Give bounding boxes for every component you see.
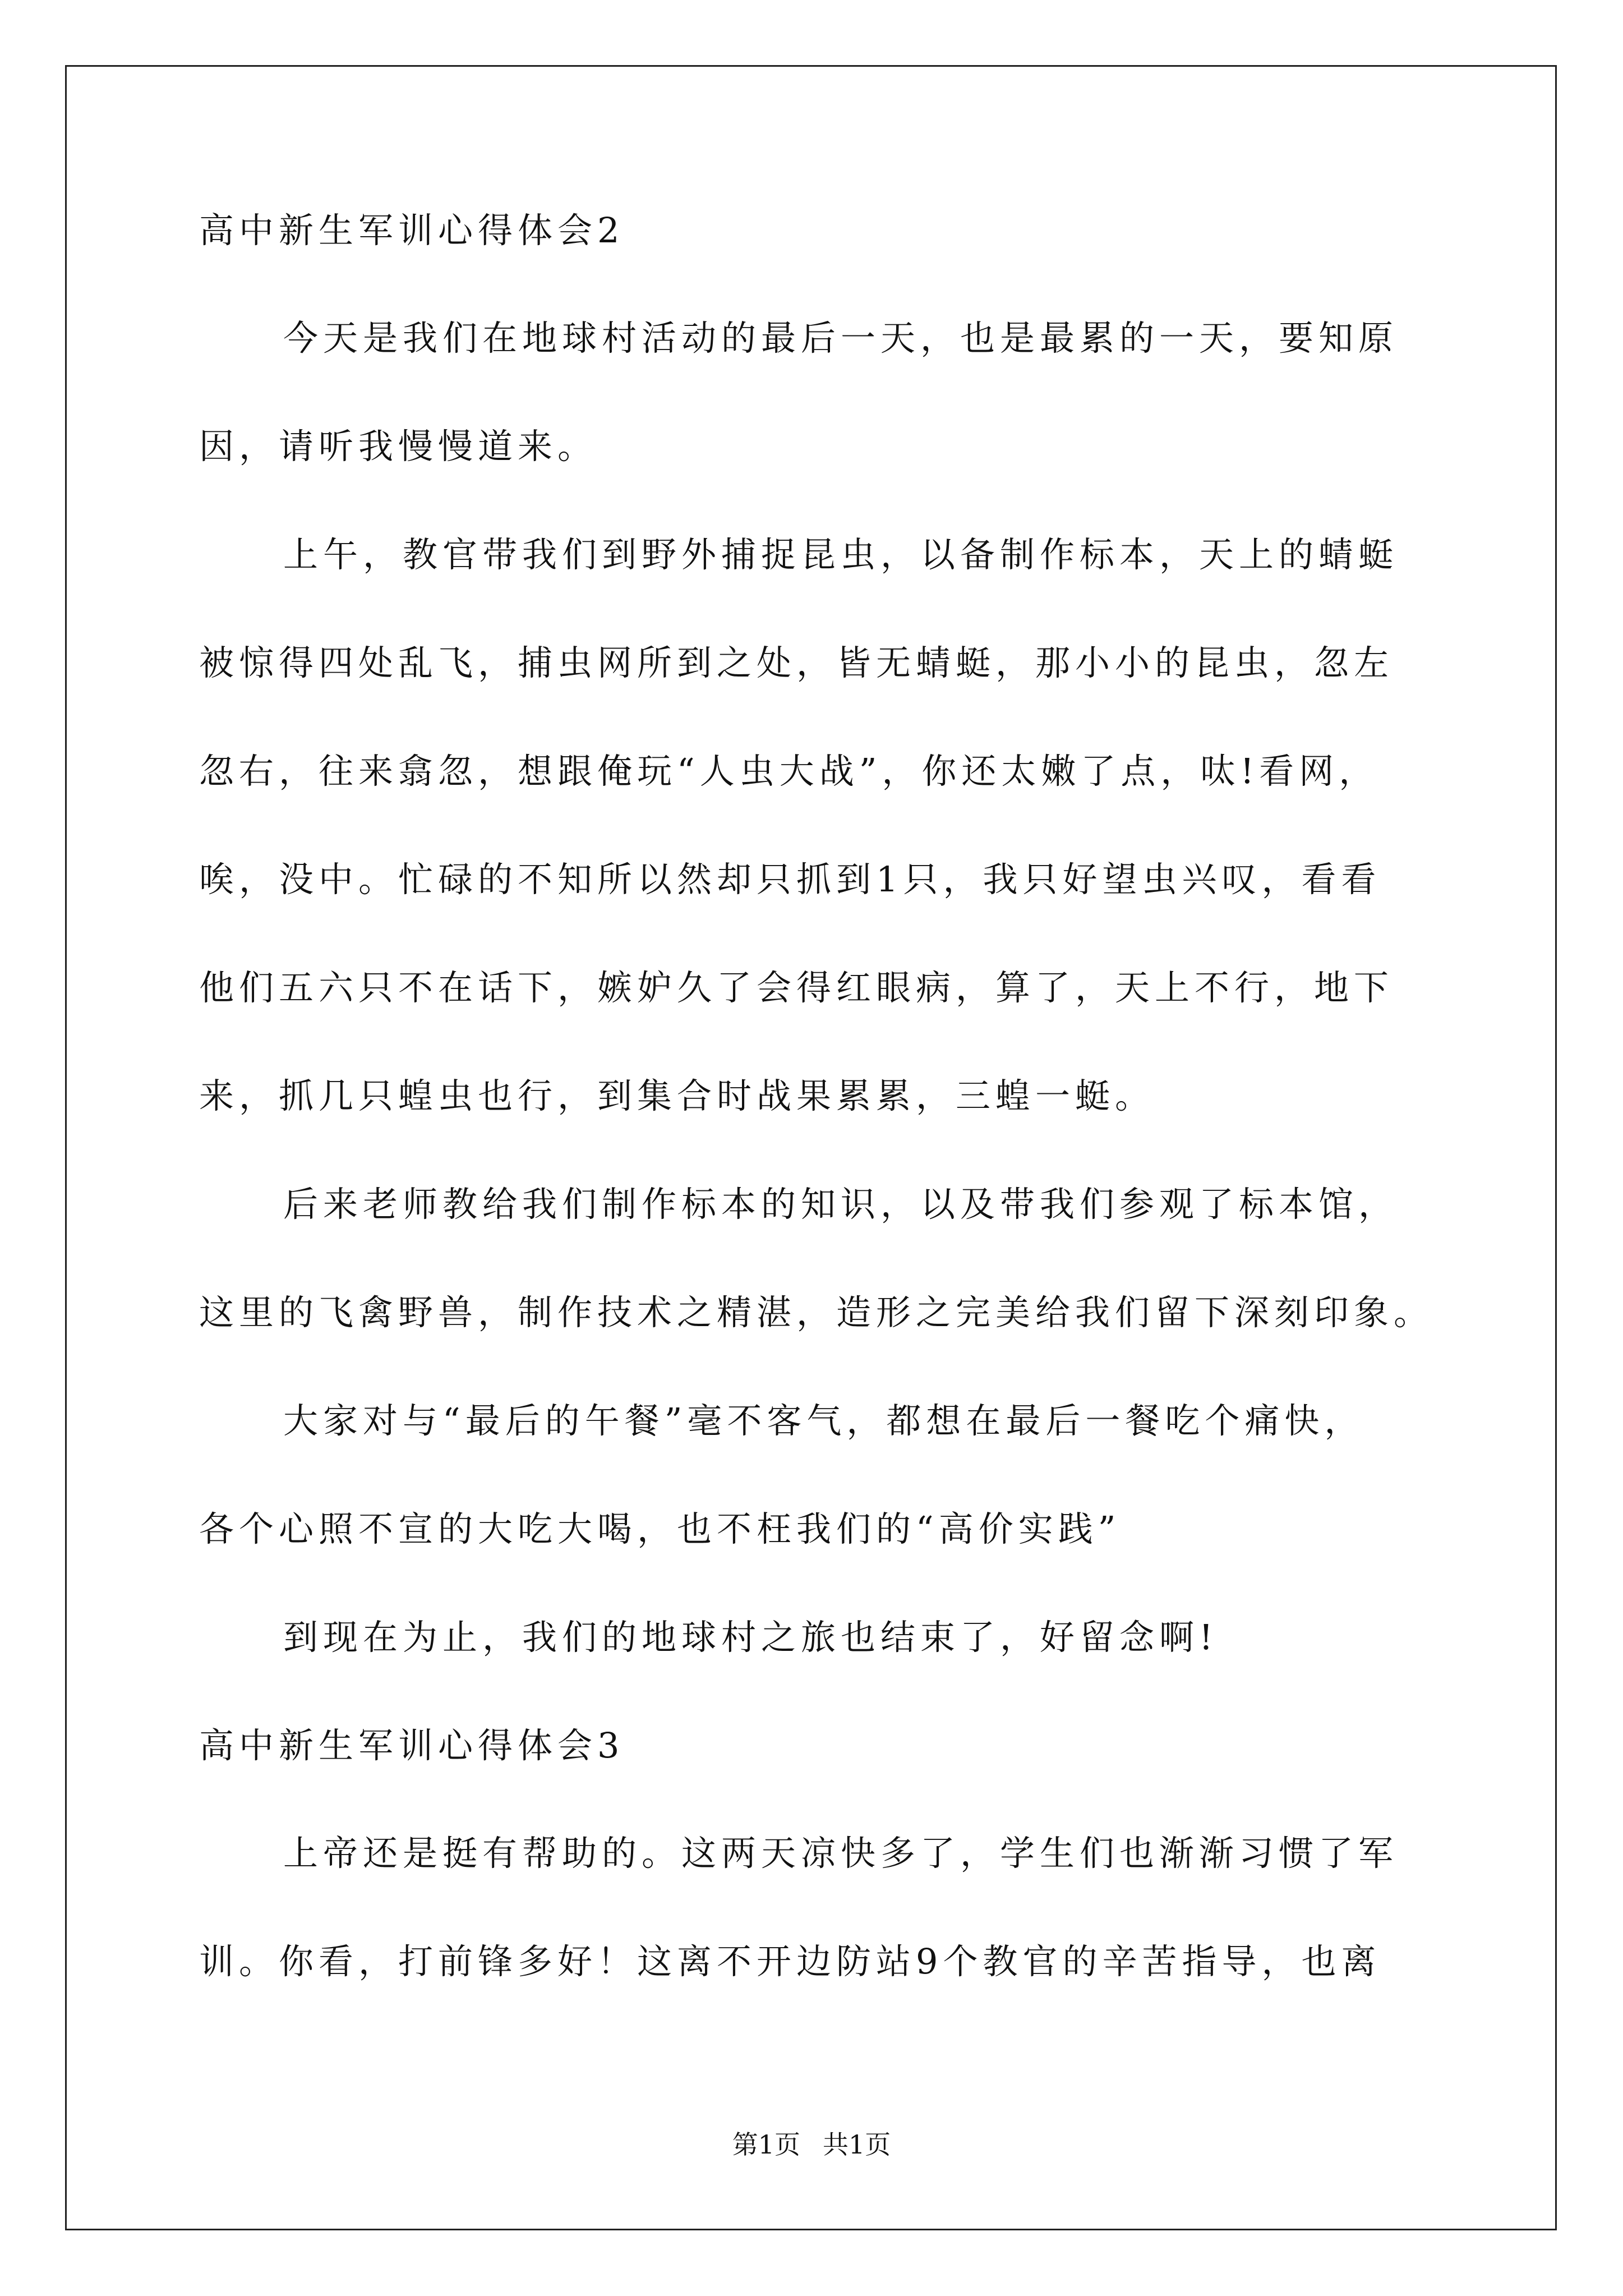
section-heading: 高中新生军训心得体会2 <box>199 210 625 251</box>
page-footer <box>0 2129 1623 2160</box>
paragraph-line: 今天是我们在地球村活动的最后一天，也是最累的一天，要知原 <box>283 318 1399 358</box>
paragraph-line: 到现在为止，我们的地球村之旅也结束了，好留念啊! <box>283 1617 1218 1658</box>
paragraph-line: 上帝还是挺有帮助的。这两天凉快多了，学生们也渐渐习惯了军 <box>283 1833 1399 1874</box>
page-number: 第1页 <box>732 2129 800 2160</box>
paragraph-line: 这里的飞禽野兽，制作技术之精湛，造形之完美给我们留下深刻印象。 <box>199 1292 1434 1333</box>
paragraph-line: 后来老师教给我们制作标本的知识，以及带我们参观了标本馆， <box>283 1184 1399 1225</box>
document-body <box>199 210 1434 2053</box>
paragraph-line: 唉，没中。忙碌的不知所以然却只抓到1只，我只好望虫兴叹，看看 <box>199 859 1381 900</box>
paragraph-line: 因，请听我慢慢道来。 <box>199 426 598 467</box>
paragraph-line: 训。你看，打前锋多好！这离不开边防站9个教官的辛苦指导，也离 <box>199 1941 1381 1982</box>
paragraph-line: 被惊得四处乱飞，捕虫网所到之处，皆无蜻蜓，那小小的昆虫，忽左 <box>199 642 1394 683</box>
paragraph-line: 他们五六只不在话下，嫉妒久了会得红眼病，算了，天上不行，地下 <box>199 967 1394 1008</box>
section-heading: 高中新生军训心得体会3 <box>199 1725 625 1766</box>
paragraph-line: 来，抓几只蝗虫也行，到集合时战果累累，三蝗一蜓。 <box>199 1075 1155 1116</box>
paragraph-line: 大家对与“最后的午餐”毫不客气，都想在最后一餐吃个痛快， <box>283 1400 1364 1441</box>
paragraph-line: 各个心照不宣的大吃大喝，也不枉我们的“高价实践” <box>199 1508 1121 1549</box>
page-total: 共1页 <box>823 2129 891 2160</box>
paragraph-line: 上午，教官带我们到野外捕捉昆虫，以备制作标本，天上的蜻蜓 <box>283 534 1399 575</box>
paragraph-line: 忽右，往来翕忽，想跟俺玩“人虫大战”，你还太嫩了点，呔!看网， <box>199 751 1379 792</box>
